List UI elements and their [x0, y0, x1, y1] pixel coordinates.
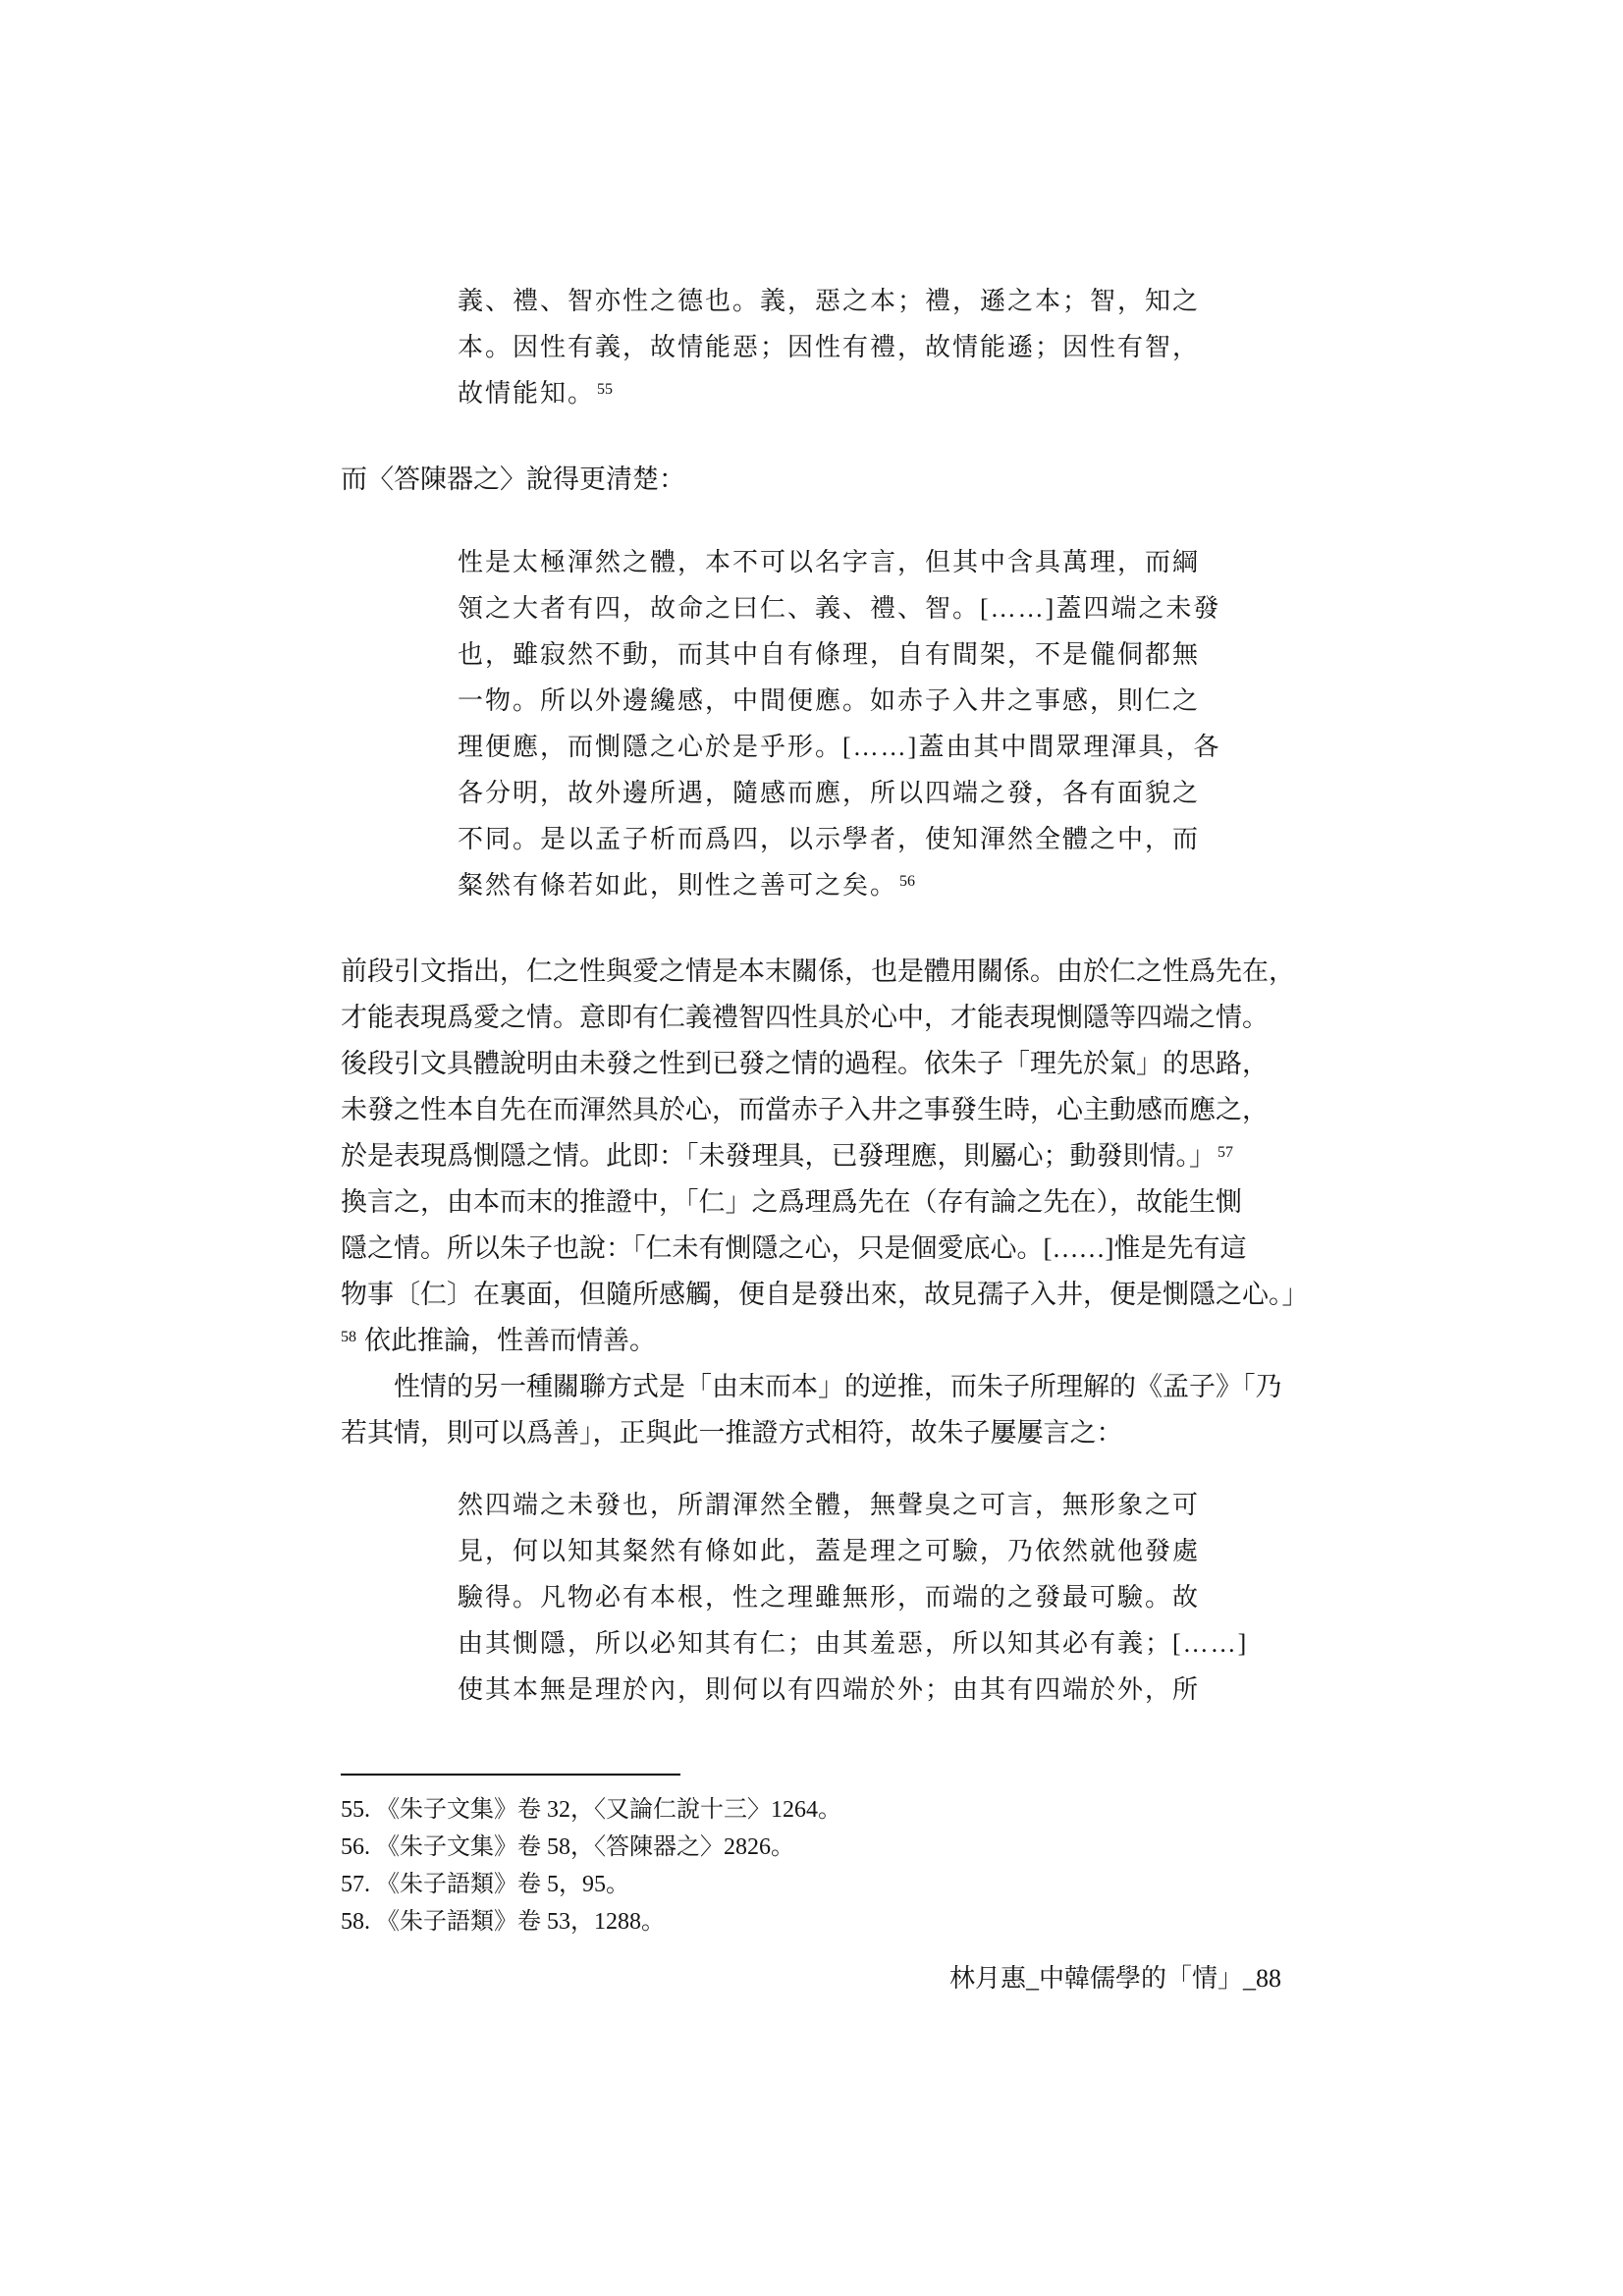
- body-line: 前段引文指出，仁之性與愛之情是本末關係，也是體用關係。由於仁之性爲先在，: [341, 957, 1295, 986]
- quote-line: 故情能知。 $^{55}$: [458, 379, 614, 408]
- footnote-divider: [341, 1774, 680, 1776]
- quote-line: 驗得。凡物必有本根，性之理雖無形，而端的之發最可驗。故: [458, 1583, 1201, 1612]
- body-line: 換言之，由本而末的推證中，「仁」之爲理爲先在（存有論之先在），故能生惻: [341, 1187, 1242, 1217]
- footnotes-section: [341, 1791, 1281, 1941]
- footnote-text: 《朱子語類》卷 5，95。: [376, 1872, 629, 1897]
- footnote-ref-56: 56: [899, 873, 916, 890]
- intro-paragraph: [341, 457, 1281, 503]
- body-line: 隱之情。所以朱子也說：「仁未有惻隱之心，只是個愛底心。[……]惟是先有這: [341, 1233, 1247, 1263]
- quote-line: 性是太極渾然之體，本不可以名字言，但其中含具萬理，而綱: [458, 548, 1201, 576]
- quote-line: 本。因性有義，故情能惡；因性有禮，故情能遜；因性有智，: [458, 333, 1201, 361]
- quote-line: 領之大者有四，故命之曰仁、義、禮、智。[……]蓋四端之未發: [458, 594, 1221, 623]
- footnote-number: 57.: [341, 1872, 370, 1897]
- body-line: 而〈答陳器之〉說得更清楚：: [341, 465, 685, 494]
- block-quote-3: [458, 1482, 1249, 1713]
- footnote-ref-55: 55: [597, 381, 614, 398]
- body-line: 若其情，則可以爲善」，正與此一推證方式相符，故朱子屢屢言之：: [341, 1418, 1123, 1448]
- footnote-ref-57: 57: [1217, 1144, 1233, 1161]
- footnote-ref-58: 58: [341, 1329, 356, 1345]
- footnote-text: 《朱子語類》卷 53，1288。: [376, 1909, 665, 1935]
- quote-line: 見，何以知其粲然有條如此，蓋是理之可驗，乃依然就他發處: [458, 1537, 1201, 1565]
- block-quote-2: [458, 539, 1221, 908]
- paragraph-1: [341, 949, 1309, 1364]
- footnote-item: [341, 1903, 1281, 1941]
- quote-line: 也，雖寂然不動，而其中自有條理，自有間架，不是儱侗都無: [458, 640, 1201, 669]
- footnote-text: 《朱子文集》卷 32，〈又論仁說十三〉1264。: [376, 1797, 841, 1823]
- body-line: 性情的另一種關聯方式是「由末而本」的逆推，而朱子所理解的《孟子》「乃: [394, 1372, 1282, 1401]
- footnote-number: 58.: [341, 1909, 370, 1935]
- footnote-number: 56.: [341, 1834, 370, 1860]
- block-quote-1: [458, 278, 1216, 416]
- footnote-item: [341, 1791, 1281, 1829]
- quote-line: 然四端之未發也，所謂渾然全體，無聲臭之可言，無形象之可: [458, 1491, 1201, 1519]
- quote-line: 不同。是以孟子析而爲四，以示學者，使知渾然全體之中，而: [458, 825, 1201, 853]
- footnote-item: [341, 1866, 1281, 1903]
- body-line: 物事〔仁〕在裏面，但隨所感觸，便自是發出來，故見孺子入井，便是惻隱之心。」: [341, 1280, 1309, 1309]
- quote-line: 各分明，故外邊所遇，隨感而應，所以四端之發，各有面貌之: [458, 779, 1201, 807]
- footnote-number: 55.: [341, 1797, 370, 1823]
- body-line: $^{58}$ 依此推論，性善而情善。: [341, 1326, 656, 1355]
- page-footer: 林月惠_中韓儒學的「情」_88: [948, 1964, 1281, 1993]
- paragraph-2: [341, 1364, 1281, 1456]
- quote-line: 使其本無是理於內，則何以有四端於外；由其有四端於外，所: [458, 1675, 1201, 1704]
- quote-line: 一物。所以外邊纔感，中間便應。如赤子入井之事感，則仁之: [458, 686, 1201, 715]
- body-line: 後段引文具體說明由未發之性到已發之情的過程。依朱子「理先於氣」的思路，: [341, 1049, 1269, 1078]
- body-line: 未發之性本自先在而渾然具於心，而當赤子入井之事發生時，心主動感而應之，: [341, 1095, 1269, 1124]
- quote-line: 理便應，而惻隱之心於是乎形。[……]蓋由其中間眾理渾具，各: [458, 733, 1221, 761]
- quote-line: 由其惻隱，所以必知其有仁；由其羞惡，所以知其必有義；[……]: [458, 1629, 1249, 1658]
- footnote-item: [341, 1829, 1281, 1866]
- quote-line: 粲然有條若如此，則性之善可之矣。 $^{56}$: [458, 871, 916, 900]
- body-line: 於是表現爲惻隱之情。此即：「未發理具，已發理應，則屬心；動發則情。」 $^{57}$: [341, 1141, 1233, 1171]
- quote-line: 義、禮、智亦性之德也。義，惡之本；禮，遜之本；智，知之: [458, 287, 1201, 315]
- footnote-text: 《朱子文集》卷 58，〈答陳器之〉2826。: [376, 1834, 794, 1860]
- body-line: 才能表現爲愛之情。意即有仁義禮智四性具於心中，才能表現惻隱等四端之情。: [341, 1003, 1269, 1032]
